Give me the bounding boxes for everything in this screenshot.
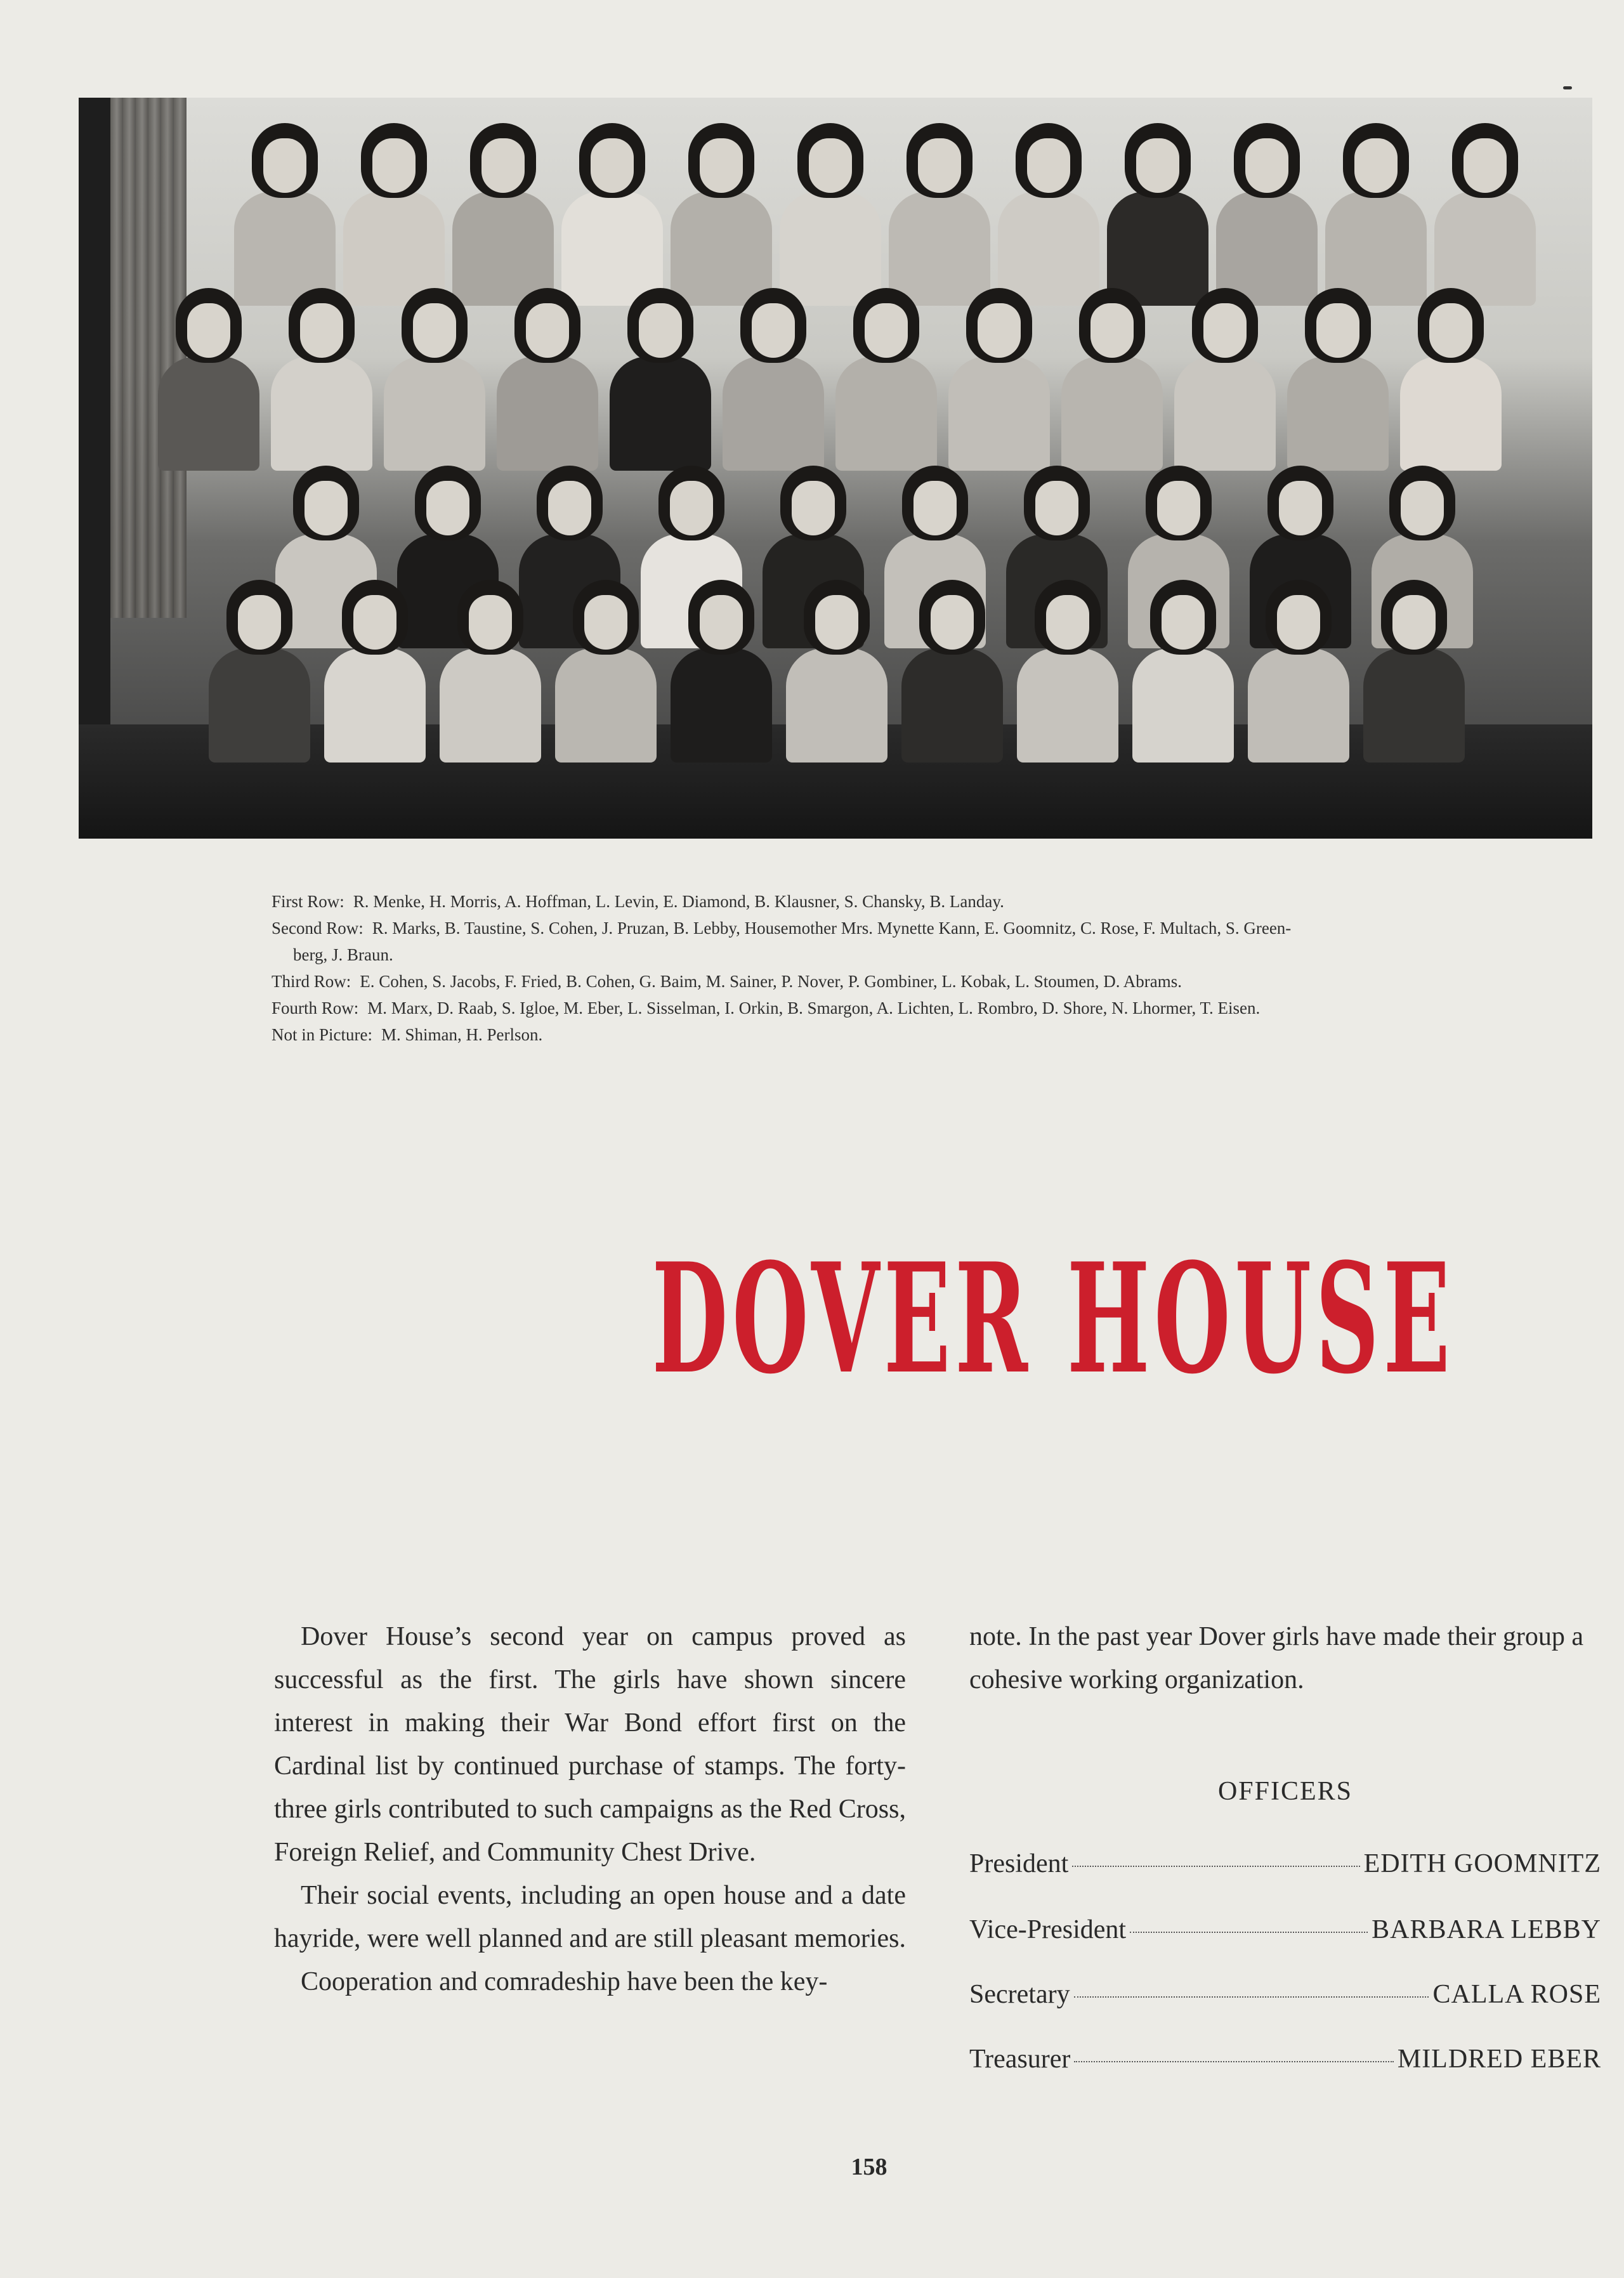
person-body xyxy=(723,357,824,471)
person-body xyxy=(209,648,310,763)
person-face xyxy=(978,303,1021,358)
person-face xyxy=(584,595,627,650)
caption-row-label: Not in Picture: xyxy=(272,1025,372,1044)
photo-person xyxy=(780,580,894,770)
photo-person xyxy=(942,288,1056,478)
photo-person xyxy=(1055,288,1169,478)
photo-person xyxy=(716,288,830,478)
photo-person xyxy=(490,288,605,478)
person-face xyxy=(700,138,743,193)
photo-caption xyxy=(272,888,1597,1048)
photo-person xyxy=(1357,580,1471,770)
officer-president xyxy=(969,1849,1601,1887)
officer-name: MILDRED EBER xyxy=(1397,2045,1601,2074)
photo-person xyxy=(992,123,1106,313)
photo-person xyxy=(152,288,266,478)
photo-person xyxy=(1210,123,1324,313)
person-body xyxy=(835,357,937,471)
photo-person xyxy=(555,123,669,313)
caption-second-row xyxy=(272,915,1597,941)
person-face xyxy=(752,303,795,358)
body-paragraph: Dover House’s second year on campus proved as successful as the first. The girls have shown sincere interest in making their War Bond effort first on the Cardinal list by continued purchase of stamps. The forty-three girls contributed to such campaigns as the Red Cross, Foreign Relief, and Community Chest Drive. xyxy=(274,1622,906,1867)
body-text-right-column xyxy=(969,1615,1601,1701)
person-face xyxy=(300,303,343,358)
person-face xyxy=(1316,303,1359,358)
person-face xyxy=(1027,138,1070,193)
caption-second-row-continuation: berg, J. Braun. xyxy=(293,945,393,964)
caption-fourth-row xyxy=(272,995,1597,1021)
person-body xyxy=(786,648,887,763)
person-face xyxy=(372,138,416,193)
person-face xyxy=(526,303,569,358)
photo-person xyxy=(895,580,1009,770)
photo-person xyxy=(1428,123,1542,313)
person-face xyxy=(1354,138,1398,193)
page-speck xyxy=(1563,86,1572,89)
photo-person xyxy=(446,123,560,313)
caption-not-in-picture xyxy=(272,1021,1597,1048)
person-face xyxy=(481,138,525,193)
photo-person xyxy=(1319,123,1433,313)
person-face xyxy=(548,481,591,535)
leader-dots xyxy=(1130,1932,1368,1933)
officer-vice-president xyxy=(969,1915,1601,1953)
person-face xyxy=(865,303,908,358)
photo-person xyxy=(1101,123,1215,313)
person-face xyxy=(1401,481,1444,535)
photo-person xyxy=(1168,288,1282,478)
caption-row-names: R. Marks, B. Taustine, S. Cohen, J. Pruzan, B. Lebby, Housemother Mrs. Mynette Kann, E. Goomnitz, C. Rose, F. Multach, S. Green- xyxy=(372,919,1292,938)
officer-role: Vice-President xyxy=(969,1915,1127,1944)
person-body xyxy=(271,357,372,471)
photo-person xyxy=(202,580,317,770)
person-face xyxy=(1245,138,1288,193)
photo-person xyxy=(265,288,379,478)
photo-person xyxy=(1281,288,1395,478)
photo-person xyxy=(1011,580,1125,770)
body-text-left-column xyxy=(274,1615,906,2003)
caption-row-names: R. Menke, H. Morris, A. Hoffman, L. Levin, E. Diamond, B. Klausner, S. Chansky, B. Landay. xyxy=(353,892,1004,911)
caption-row-names: M. Shiman, H. Perlson. xyxy=(381,1025,543,1044)
officer-name: CALLA ROSE xyxy=(1432,1980,1601,2009)
officer-treasurer xyxy=(969,2044,1601,2082)
person-body xyxy=(384,357,485,471)
photo-person xyxy=(664,580,778,770)
person-face xyxy=(700,595,743,650)
person-face xyxy=(304,481,348,535)
person-face xyxy=(1035,481,1078,535)
body-paragraph: Their social events, including an open house and a date hayride, were well planned and are still pleasant memories. xyxy=(274,1881,906,1953)
page-number: 158 xyxy=(851,2154,887,2180)
person-body xyxy=(610,357,711,471)
person-body xyxy=(671,648,772,763)
officer-secretary xyxy=(969,1979,1601,2017)
caption-row-names: E. Cohen, S. Jacobs, F. Fried, B. Cohen, G. Baim, M. Sainer, P. Nover, P. Gombiner, L. Kobak, L. Stoumen, D. Abrams. xyxy=(360,972,1182,991)
officer-role: Treasurer xyxy=(969,2045,1071,2074)
photo-person xyxy=(318,580,432,770)
photo-person xyxy=(1394,288,1508,478)
officer-name: EDITH GOOMNITZ xyxy=(1363,1849,1601,1878)
person-body xyxy=(440,648,541,763)
caption-row-label: Third Row: xyxy=(272,972,351,991)
photo-person xyxy=(664,123,778,313)
group-photo xyxy=(79,98,1592,839)
person-body xyxy=(497,357,598,471)
officer-name: BARBARA LEBBY xyxy=(1372,1915,1601,1944)
person-face xyxy=(670,481,713,535)
person-face xyxy=(1157,481,1200,535)
officer-role: President xyxy=(969,1849,1069,1878)
person-face xyxy=(187,303,230,358)
person-face xyxy=(792,481,835,535)
person-face xyxy=(591,138,634,193)
person-body xyxy=(1132,648,1234,763)
page-title: DOVER HOUSE xyxy=(652,1231,1455,1408)
person-face xyxy=(353,595,396,650)
leader-dots xyxy=(1074,2061,1393,2062)
person-body xyxy=(1363,648,1465,763)
person-body xyxy=(901,648,1003,763)
person-body xyxy=(1400,357,1502,471)
person-face xyxy=(809,138,852,193)
person-face xyxy=(918,138,961,193)
photo-person xyxy=(829,288,943,478)
caption-row-names: M. Marx, D. Raab, S. Igloe, M. Eber, L. Sisselman, I. Orkin, B. Smargon, A. Lichten, L. Rombro, D. Shore, N. Lhormer, T. Eisen. xyxy=(367,998,1261,1018)
person-face xyxy=(1162,595,1205,650)
person-body xyxy=(1287,357,1389,471)
photo-person xyxy=(337,123,451,313)
person-body xyxy=(1248,648,1349,763)
person-face xyxy=(639,303,682,358)
body-paragraph: Cooperation and comradeship have been the key- xyxy=(301,1967,828,1996)
person-face xyxy=(263,138,306,193)
caption-row-label: Fourth Row: xyxy=(272,998,359,1018)
person-face xyxy=(1429,303,1472,358)
leader-dots xyxy=(1072,1866,1359,1867)
photo-person xyxy=(773,123,887,313)
person-face xyxy=(815,595,858,650)
person-body xyxy=(948,357,1050,471)
person-face xyxy=(1277,595,1320,650)
person-face xyxy=(238,595,281,650)
person-face xyxy=(1392,595,1436,650)
caption-first-row xyxy=(272,888,1597,915)
person-face xyxy=(426,481,469,535)
person-body xyxy=(555,648,657,763)
photo-person xyxy=(603,288,717,478)
person-face xyxy=(1046,595,1089,650)
caption-row-label: First Row: xyxy=(272,892,344,911)
person-face xyxy=(1279,481,1322,535)
person-face xyxy=(1203,303,1247,358)
photo-person xyxy=(882,123,997,313)
person-face xyxy=(931,595,974,650)
person-body xyxy=(1174,357,1276,471)
photo-person xyxy=(1241,580,1356,770)
person-body xyxy=(158,357,259,471)
person-face xyxy=(1090,303,1134,358)
leader-dots xyxy=(1074,1996,1429,1998)
photo-person xyxy=(377,288,492,478)
officers-heading: OFFICERS xyxy=(1217,1777,1353,1806)
person-face xyxy=(1464,138,1507,193)
caption-third-row xyxy=(272,968,1597,995)
photo-person xyxy=(433,580,547,770)
photo-person xyxy=(549,580,663,770)
officer-role: Secretary xyxy=(969,1980,1070,2009)
person-face xyxy=(413,303,456,358)
photo-person xyxy=(228,123,342,313)
person-face xyxy=(1136,138,1179,193)
person-face xyxy=(914,481,957,535)
photo-window xyxy=(79,98,110,732)
person-body xyxy=(1017,648,1118,763)
caption-row-label: Second Row: xyxy=(272,919,363,938)
person-body xyxy=(324,648,426,763)
person-face xyxy=(469,595,512,650)
photo-person xyxy=(1126,580,1240,770)
person-body xyxy=(1061,357,1163,471)
body-paragraph-continuation: note. In the past year Dover girls have made their group a cohesive working organization. xyxy=(969,1622,1583,1694)
